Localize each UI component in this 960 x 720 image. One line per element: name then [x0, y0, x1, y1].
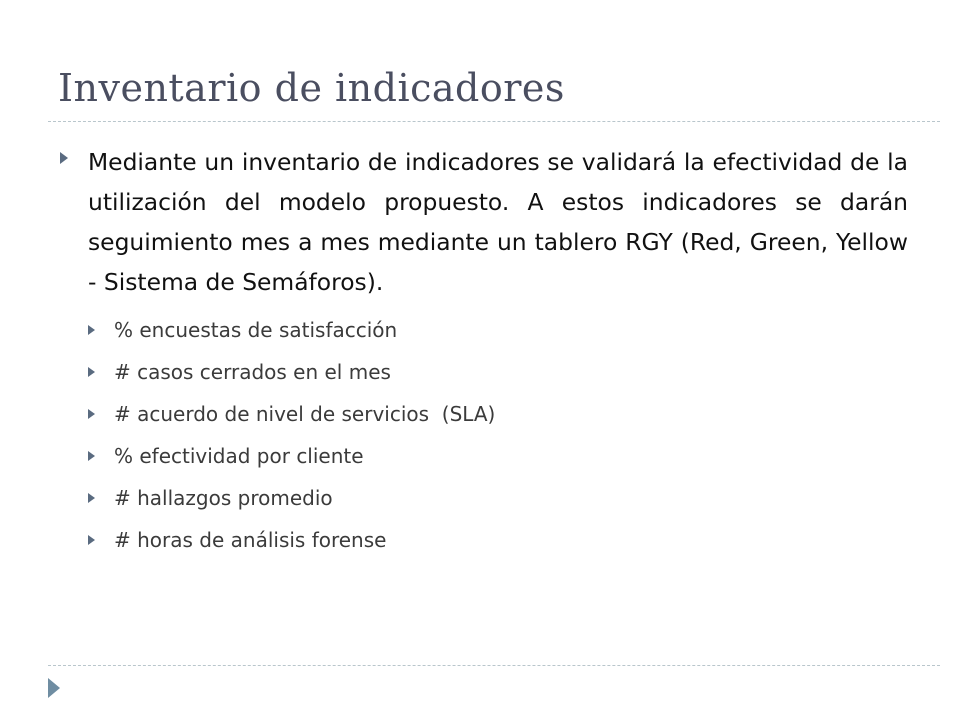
- triangle-bullet-icon: [88, 451, 95, 461]
- slide-title: Inventario de indicadores: [58, 66, 565, 110]
- indicator-label: # hallazgos promedio: [114, 486, 333, 510]
- indicator-label: % encuestas de satisfacción: [114, 318, 398, 342]
- indicator-item: [56, 442, 908, 484]
- title-divider: [48, 121, 940, 122]
- slide-nav-triangle-icon[interactable]: [48, 678, 60, 698]
- triangle-bullet-icon: [88, 535, 95, 545]
- triangle-bullet-icon: [60, 152, 68, 164]
- main-bullet-item: [56, 142, 908, 302]
- bullet-list: [56, 142, 908, 568]
- indicator-item: [56, 316, 908, 358]
- footer-divider: [48, 665, 940, 666]
- indicator-item: [56, 358, 908, 400]
- indicator-list: [56, 316, 908, 568]
- triangle-bullet-icon: [88, 493, 95, 503]
- indicator-label: # acuerdo de nivel de servicios (SLA): [114, 402, 496, 426]
- main-bullet-text: Mediante un inventario de indicadores se validará la efectividad de la utilización del modelo propuesto. A estos indicadores se darán seguimiento mes a mes mediante un tablero RGY (Red, Green, Yellow - Sistema de Semáforos).: [88, 148, 908, 296]
- triangle-bullet-icon: [88, 367, 95, 377]
- triangle-bullet-icon: [88, 325, 95, 335]
- indicator-item: [56, 484, 908, 526]
- indicator-item: [56, 526, 908, 568]
- triangle-bullet-icon: [88, 409, 95, 419]
- indicator-item: [56, 400, 908, 442]
- indicator-label: # casos cerrados en el mes: [114, 360, 391, 384]
- indicator-label: % efectividad por cliente: [114, 444, 364, 468]
- indicator-label: # horas de análisis forense: [114, 528, 387, 552]
